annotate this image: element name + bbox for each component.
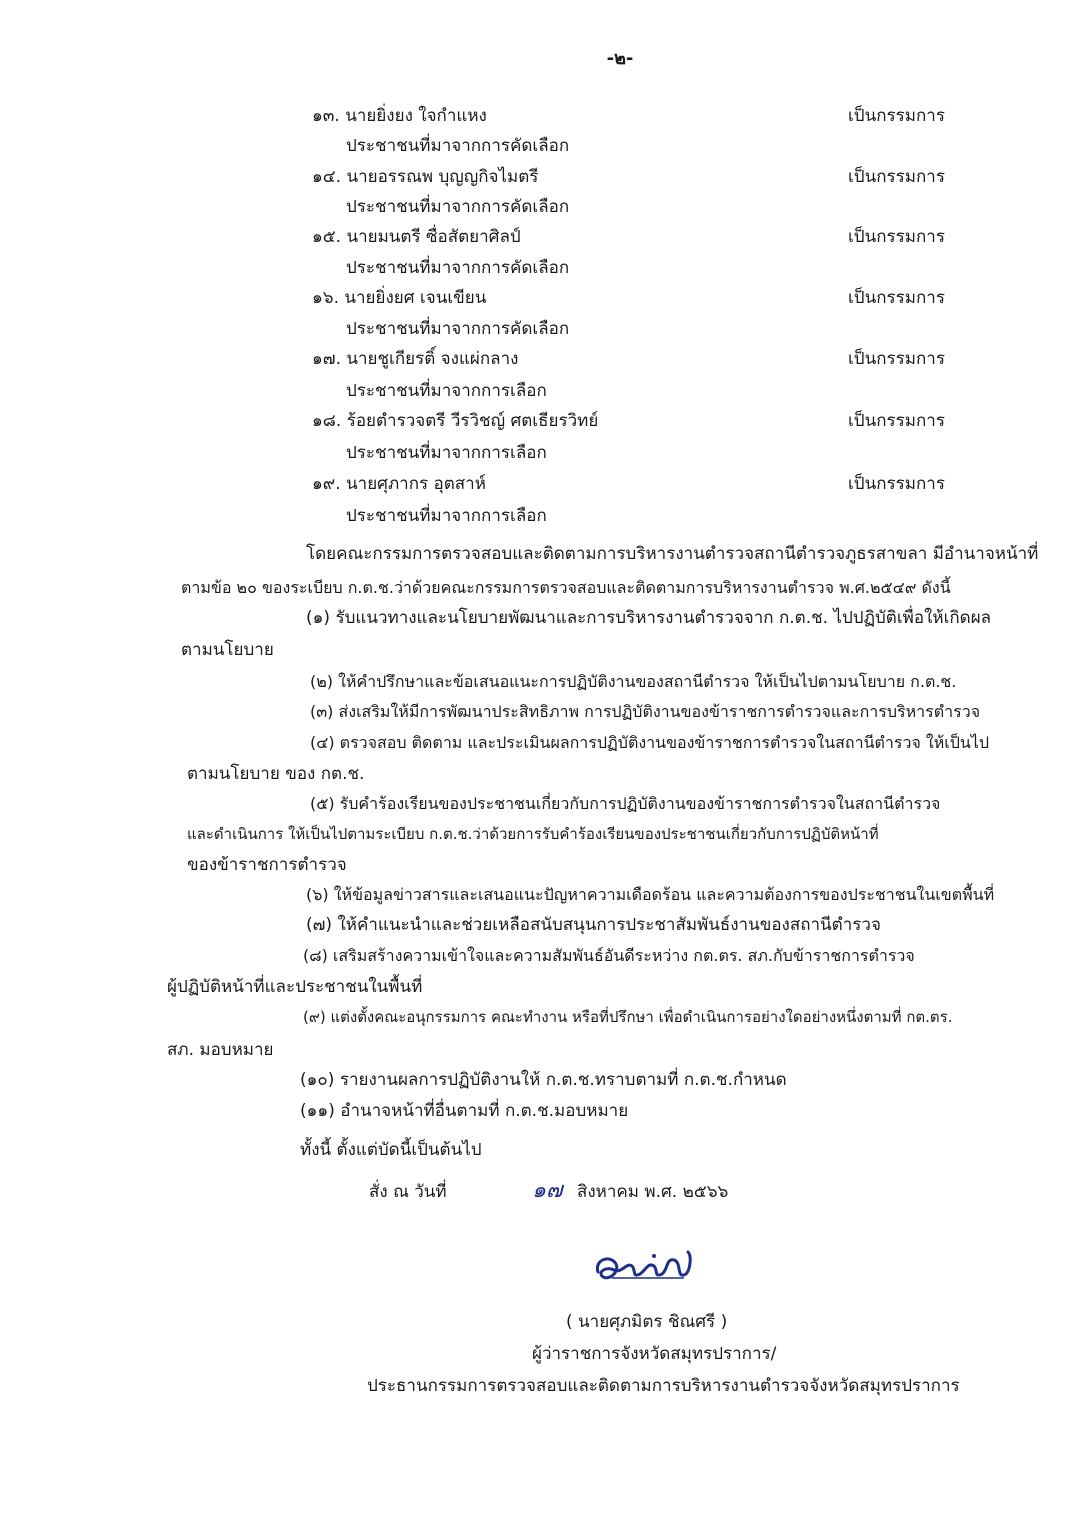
intro-line: ตามข้อ ๒๐ ของระเบียบ ก.ต.ช.ว่าด้วยคณะกรรมการตรวจสอบและติดตามการบริหารงานตำรวจ พ.ศ.๒๕๔๙ ดังนี้ bbox=[181, 578, 951, 597]
order-date-prefix: สั่ง ณ วันที่ bbox=[369, 1182, 447, 1202]
order-date-rest: สิงหาคม พ.ศ. ๒๕๖๖ bbox=[577, 1182, 729, 1202]
member-name: ๑๓. นายยิ่งยง ใจกำแหง bbox=[312, 106, 487, 126]
member-source: ประชาชนที่มาจากการเลือก bbox=[346, 381, 547, 401]
duty-continuation: ผู้ปฏิบัติหน้าที่และประชาชนในพื้นที่ bbox=[167, 977, 423, 997]
member-name: ๑๕. นายมนตรี ซื่อสัตยาศิลป์ bbox=[312, 227, 521, 247]
member-source: ประชาชนที่มาจากการเลือก bbox=[346, 443, 547, 463]
member-role: เป็นกรรมการ bbox=[848, 288, 945, 308]
duty-continuation: และดำเนินการ ให้เป็นไปตามระเบียบ ก.ต.ช.ว่าด้วยการรับคำร้องเรียนของประชาชนเกี่ยวกับการปฏิบัติหน้าที่ bbox=[187, 825, 879, 843]
duty-item: (๑) รับแนวทางและนโยบายพัฒนาและการบริหารงานตำรวจจาก ก.ต.ช. ไปปฏิบัติเพื่อให้เกิดผล bbox=[306, 608, 992, 628]
member-source: ประชาชนที่มาจากการคัดเลือก bbox=[346, 136, 570, 156]
signature-mark bbox=[592, 1248, 702, 1298]
member-role: เป็นกรรมการ bbox=[848, 349, 945, 369]
member-role: เป็นกรรมการ bbox=[848, 411, 945, 431]
duty-continuation: ตามนโยบาย bbox=[181, 640, 274, 660]
duty-item: (๑๐) รายงานผลการปฏิบัติงานให้ ก.ต.ช.ทราบตามที่ ก.ต.ช.กำหนด bbox=[300, 1070, 787, 1090]
signatory-title-2: ประธานกรรมการตรวจสอบและติดตามการบริหารงานตำรวจจังหวัดสมุทรปราการ bbox=[367, 1376, 960, 1396]
member-name: ๑๖. นายยิ่งยศ เจนเขียน bbox=[312, 288, 487, 308]
member-source: ประชาชนที่มาจากการเลือก bbox=[346, 506, 547, 526]
duty-continuation: ตามนโยบาย ของ กต.ช. bbox=[187, 764, 365, 784]
duty-item: (๑๑) อำนาจหน้าที่อื่นตามที่ ก.ต.ช.มอบหมาย bbox=[300, 1101, 629, 1121]
member-role: เป็นกรรมการ bbox=[848, 167, 945, 187]
member-source: ประชาชนที่มาจากการคัดเลือก bbox=[346, 197, 570, 217]
duty-item: (๕) รับคำร้องเรียนของประชาชนเกี่ยวกับการปฏิบัติงานของข้าราชการตำรวจในสถานีตำรวจ bbox=[310, 794, 941, 813]
signatory-name: ( นายศุภมิตร ชิณศรี ) bbox=[566, 1312, 728, 1332]
signatory-title: ผู้ว่าราชการจังหวัดสมุทรปราการ/ bbox=[532, 1344, 777, 1364]
page-number: -๒- bbox=[606, 48, 634, 69]
duty-item: (๘) เสริมสร้างความเข้าใจและความสัมพันธ์อันดีระหว่าง กต.ตร. สภ.กับข้าราชการตำรวจ bbox=[303, 946, 915, 965]
duty-item: (๔) ตรวจสอบ ติดตาม และประเมินผลการปฏิบัติงานของข้าราชการตำรวจในสถานีตำรวจ ให้เป็นไป bbox=[310, 733, 990, 752]
member-role: เป็นกรรมการ bbox=[848, 227, 945, 247]
duty-continuation: ของข้าราชการตำรวจ bbox=[187, 855, 347, 875]
duty-item: (๓) ส่งเสริมให้มีการพัฒนาประสิทธิภาพ การปฏิบัติงานของข้าราชการตำรวจและการบริหารตำรวจ bbox=[310, 702, 981, 721]
member-source: ประชาชนที่มาจากการคัดเลือก bbox=[346, 319, 570, 339]
member-source: ประชาชนที่มาจากการคัดเลือก bbox=[346, 258, 570, 278]
duty-item: (๗) ให้คำแนะนำและช่วยเหลือสนับสนุนการประชาสัมพันธ์งานของสถานีตำรวจ bbox=[306, 915, 881, 935]
duty-item: (๒) ให้คำปรึกษาและข้อเสนอแนะการปฏิบัติงานของสถานีตำรวจ ให้เป็นไปตามนโยบาย ก.ต.ช. bbox=[310, 672, 957, 691]
intro-line: โดยคณะกรรมการตรวจสอบและติดตามการบริหารงานตำรวจสถานีตำรวจภูธรสาขลา มีอำนาจหน้าที่ bbox=[306, 544, 1039, 564]
member-name: ๑๗. นายชูเกียรติ์ จงแผ่กลาง bbox=[312, 349, 519, 369]
order-date-day: ๑๗ bbox=[532, 1178, 563, 1203]
member-name: ๑๔. นายอรรณพ บุญญกิจไมตรี bbox=[312, 167, 539, 187]
member-name: ๑๙. นายศุภากร อุตสาห์ bbox=[312, 474, 486, 494]
effective-statement: ทั้งนี้ ตั้งแต่บัดนี้เป็นต้นไป bbox=[300, 1140, 482, 1160]
member-role: เป็นกรรมการ bbox=[848, 106, 945, 126]
duty-item: (๖) ให้ข้อมูลข่าวสารและเสนอแนะปัญหาความเดือดร้อน และความต้องการของประชาชนในเขตพื้นที่ bbox=[306, 885, 995, 904]
duty-item: (๙) แต่งตั้งคณะอนุกรรมการ คณะทำงาน หรือที่ปรึกษา เพื่อดำเนินการอย่างใดอย่างหนึ่งตามที่ กต.ตร. bbox=[303, 1008, 953, 1026]
member-role: เป็นกรรมการ bbox=[848, 474, 945, 494]
member-name: ๑๘. ร้อยตำรวจตรี วีรวิชญ์ ศตเธียรวิทย์ bbox=[312, 411, 599, 431]
duty-continuation: สภ. มอบหมาย bbox=[167, 1040, 274, 1060]
